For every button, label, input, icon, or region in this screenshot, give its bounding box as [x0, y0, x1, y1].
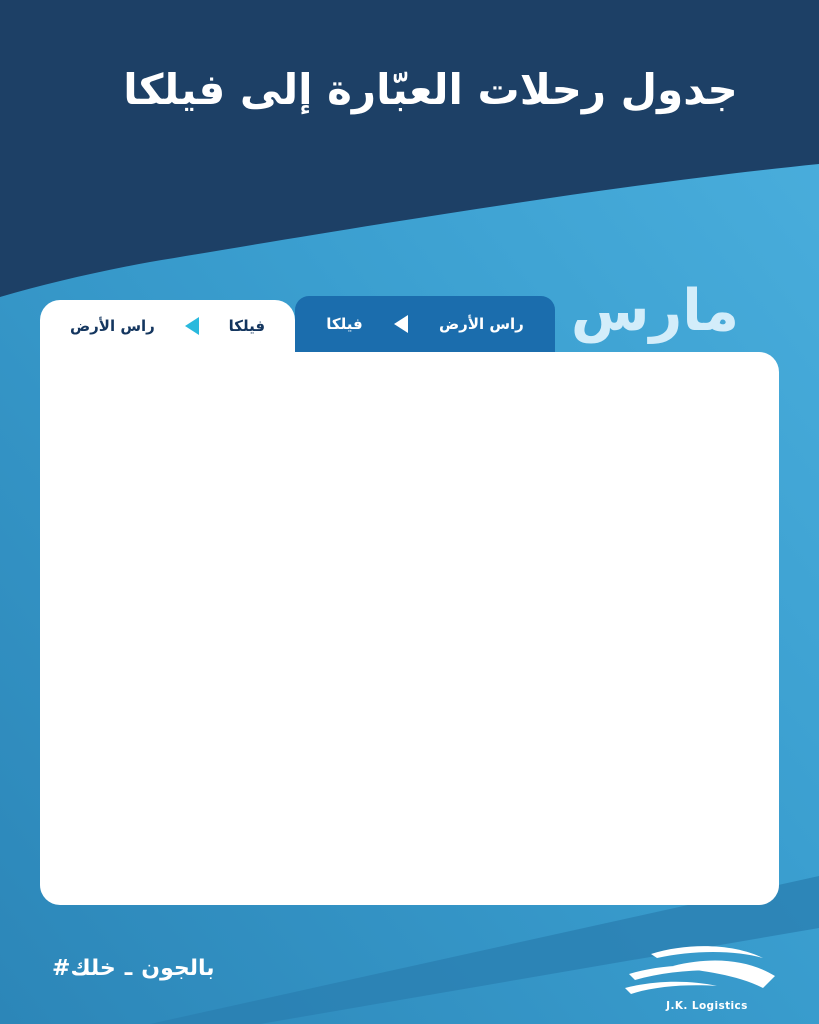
schedule-card — [40, 300, 779, 905]
route-origin-label: فيلكا — [228, 317, 266, 335]
top-navy-wave — [0, 0, 819, 297]
hashtag-word: #خلك — [52, 956, 116, 981]
company-name: J.K. Logistics — [666, 1000, 748, 1012]
hashtag-word: بالجون — [141, 956, 215, 981]
company-logo — [621, 938, 793, 1012]
route-destination-label: راس الأرض — [69, 317, 155, 335]
poster-title: جدول رحلات العبّارة إلى فيلكا — [123, 65, 738, 114]
route-origin-label: راس الأرض — [439, 315, 524, 333]
hashtag-separator: ـ — [124, 956, 133, 981]
hashtag — [52, 956, 215, 981]
left-arrow-icon — [185, 317, 199, 335]
outbound-route-header — [295, 296, 555, 352]
left-arrow-icon — [394, 315, 408, 333]
route-destination-label: فيلكا — [326, 315, 363, 333]
boat-swoosh-icon — [621, 938, 793, 998]
return-route-header — [40, 300, 295, 352]
month-label: مارس — [570, 278, 739, 344]
schedule-table — [40, 352, 779, 905]
